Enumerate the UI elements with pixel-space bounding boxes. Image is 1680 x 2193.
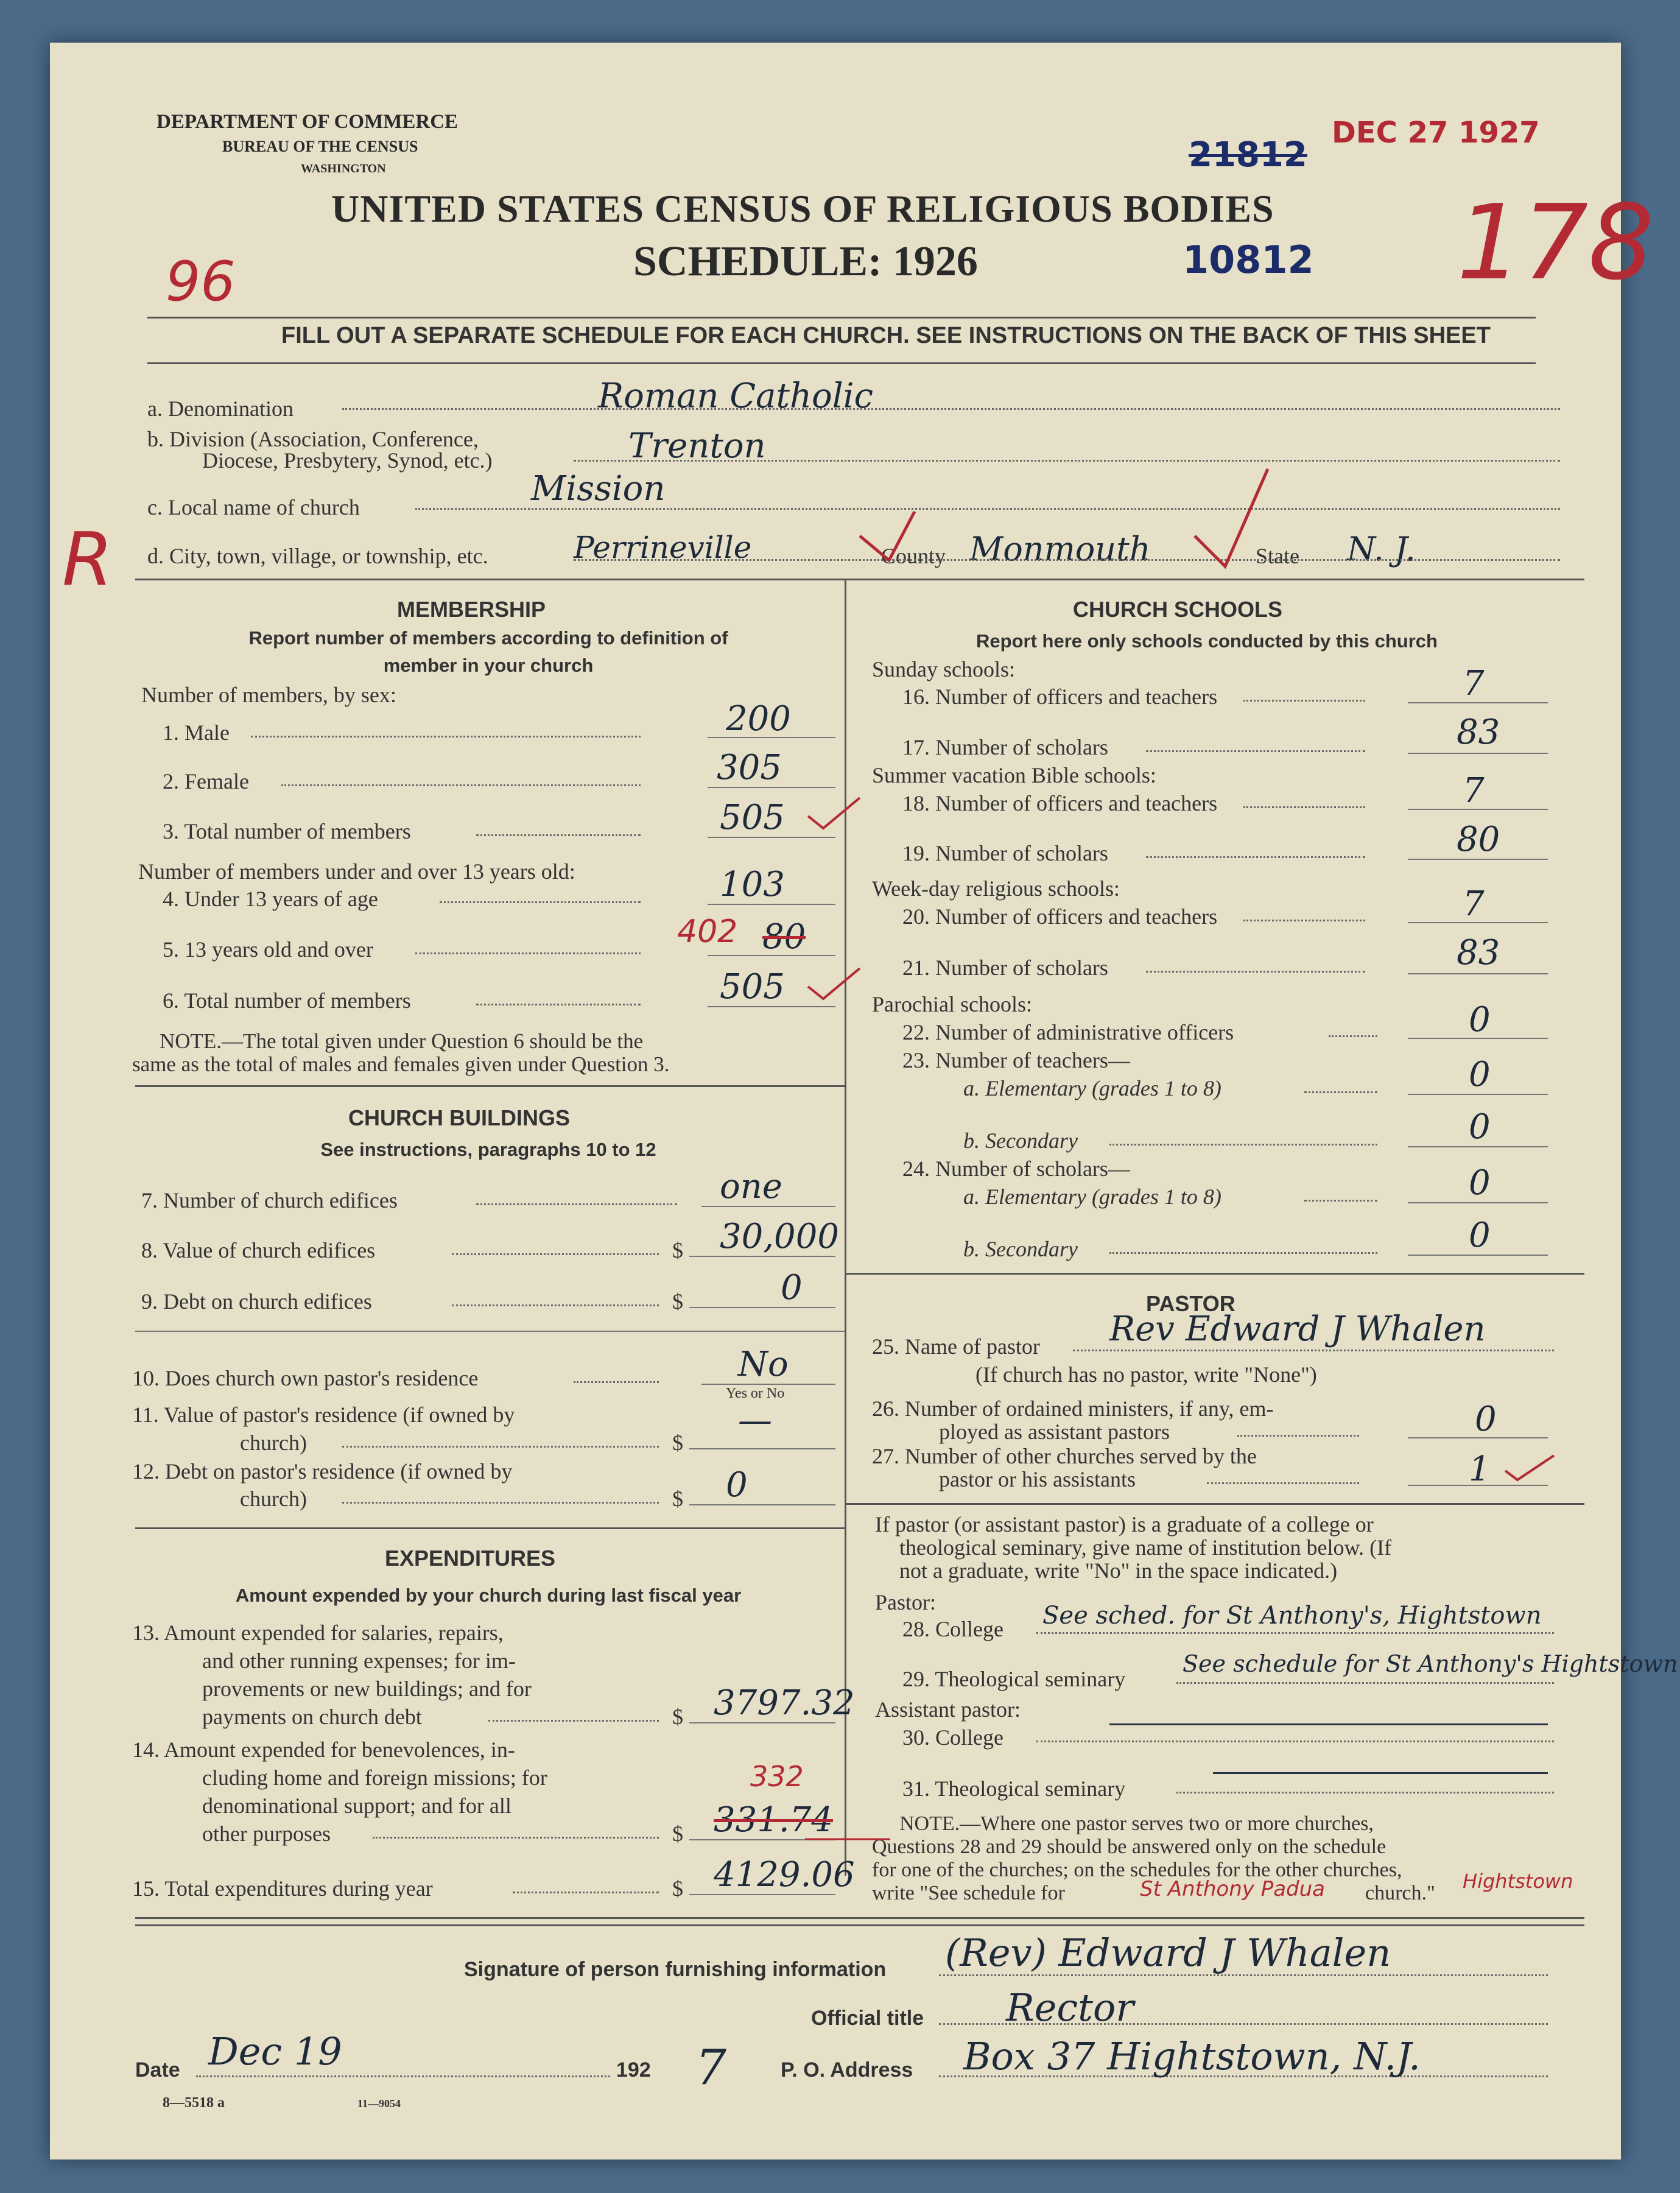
q25-value: Rev Edward J Whalen	[1109, 1309, 1486, 1349]
q27-label-1: 27. Number of other churches served by the	[872, 1444, 1257, 1468]
q15-value: 4129.06	[714, 1855, 855, 1895]
q2-value: 305	[717, 748, 782, 787]
buildings-title: CHURCH BUILDINGS	[348, 1105, 570, 1130]
fill-out-instruction: FILL OUT A SEPARATE SCHEDULE FOR EACH CHURCH. SEE INSTRUCTIONS ON THE BACK OF THIS SHEET	[281, 323, 1491, 348]
pastor-title: PASTOR	[1146, 1291, 1235, 1316]
q8-dollar: $	[672, 1238, 683, 1262]
margin-mark: R	[62, 518, 113, 602]
q13-value: 3797.32	[714, 1683, 855, 1723]
q2-label: 2. Female	[163, 769, 249, 794]
pastor-note-1: NOTE.—Where one pastor serves two or more churches,	[899, 1812, 1374, 1835]
po-address-value: Box 37 Hightstown, N.J.	[963, 2034, 1421, 2079]
q25-label: 25. Name of pastor	[872, 1334, 1040, 1359]
q11-value: —	[738, 1401, 772, 1440]
q14-value: 331.74	[714, 1800, 833, 1840]
q12-label-1: 12. Debt on pastor's residence (if owned by	[132, 1459, 513, 1484]
q28-value: See sched. for St Anthony's, Hightstown	[1042, 1602, 1542, 1630]
q23a-label: a. Elementary (grades 1 to 8)	[963, 1076, 1221, 1100]
q14-label-1: 14. Amount expended for benevolences, in-	[132, 1737, 515, 1762]
denomination-value: Roman Catholic	[598, 376, 873, 416]
sunday-label: Sunday schools:	[872, 657, 1016, 681]
denomination-label: a. Denomination	[147, 396, 293, 421]
q5-value: 402	[677, 913, 738, 950]
q9-dollar: $	[672, 1289, 683, 1314]
q24a-value: 0	[1469, 1163, 1491, 1203]
expenditures-title: EXPENDITURES	[385, 1546, 556, 1571]
form-number: 8—5518 a	[163, 2095, 225, 2111]
yes-or-no-caption: Yes or No	[726, 1385, 785, 1401]
q12-value: 0	[726, 1465, 748, 1505]
q5-struck-value: 80	[762, 917, 806, 957]
q1-label: 1. Male	[163, 720, 230, 745]
graduate-note-2: theological seminary, give name of institution below. (If	[899, 1535, 1392, 1560]
city-label: d. City, town, village, or township, etc.	[147, 544, 488, 568]
pastor-note-3: for one of the churches; on the schedules for the other churches,	[872, 1859, 1402, 1881]
q24-label: 24. Number of scholars—	[902, 1156, 1130, 1181]
q15-label: 15. Total expenditures during year	[132, 1876, 433, 1901]
q23b-value: 0	[1469, 1107, 1491, 1147]
q23b-label: b. Secondary	[963, 1128, 1078, 1153]
county-value: Monmouth	[969, 530, 1151, 568]
check-mark-city	[860, 512, 915, 560]
date-value: Dec 19	[208, 2029, 342, 2074]
pastor-note-5: church."	[1365, 1882, 1435, 1904]
q16-label: 16. Number of officers and teachers	[902, 685, 1218, 709]
schools-title: CHURCH SCHOOLS	[1073, 597, 1283, 622]
q14-label-3: denominational support; and for all	[202, 1793, 511, 1818]
q15-dollar: $	[672, 1876, 683, 1901]
check-mark-q3	[808, 798, 860, 828]
q17-value: 83	[1457, 713, 1500, 752]
pastor-note-4: write "See schedule for	[872, 1882, 1065, 1904]
q7-value: one	[720, 1167, 782, 1206]
q5-label: 5. 13 years old and over	[163, 937, 373, 962]
buildings-sub: See instructions, paragraphs 10 to 12	[320, 1139, 656, 1160]
q19-value: 80	[1457, 820, 1500, 859]
q11-label-1: 11. Value of pastor's residence (if owned by	[132, 1403, 515, 1427]
q18-value: 7	[1463, 771, 1485, 811]
q21-label: 21. Number of scholars	[902, 956, 1108, 980]
margin-number-right: 178	[1457, 183, 1654, 303]
summer-label: Summer vacation Bible schools:	[872, 763, 1156, 787]
q8-value: 30,000	[720, 1217, 839, 1256]
division-label-2: Diocese, Presbytery, Synod, etc.)	[202, 448, 493, 473]
q6-label: 6. Total number of members	[163, 988, 411, 1013]
q10-value: No	[738, 1345, 789, 1384]
department-label: DEPARTMENT OF COMMERCE	[156, 111, 459, 133]
q28-label: 28. College	[902, 1617, 1003, 1641]
census-schedule-form	[50, 43, 1678, 2160]
schedule-title: SCHEDULE: 1926	[633, 238, 978, 285]
division-value: Trenton	[628, 426, 766, 466]
q19-label: 19. Number of scholars	[902, 841, 1108, 865]
q22-value: 0	[1469, 1000, 1491, 1040]
q8-label: 8. Value of church edifices	[141, 1238, 376, 1262]
q3-label: 3. Total number of members	[163, 819, 411, 843]
q24b-label: b. Secondary	[963, 1237, 1078, 1261]
q23-label: 23. Number of teachers—	[902, 1048, 1130, 1072]
q12-dollar: $	[672, 1487, 683, 1511]
struck-schedule-number: 21812	[1189, 135, 1307, 175]
q13-label-1: 13. Amount expended for salaries, repairs,	[132, 1621, 504, 1645]
membership-note-1: NOTE.—The total given under Question 6 should be the	[160, 1029, 644, 1053]
q11-dollar: $	[672, 1431, 683, 1455]
county-label: County	[881, 544, 946, 568]
q27-label-2: pastor or his assistants	[939, 1467, 1136, 1491]
q30-label: 30. College	[902, 1725, 1003, 1750]
q10-label: 10. Does church own pastor's residence	[132, 1366, 479, 1390]
q26-label-1: 26. Number of ordained ministers, if any, em-	[872, 1396, 1274, 1421]
state-label: State	[1256, 544, 1299, 568]
q31-label: 31. Theological seminary	[902, 1776, 1126, 1801]
received-date-stamp: DEC 27 1927	[1332, 116, 1540, 150]
date-label: Date	[135, 2058, 180, 2082]
q14-red-value: 332	[750, 1760, 804, 1793]
graduate-note-1: If pastor (or assistant pastor) is a graduate of a college or	[875, 1512, 1374, 1537]
form-title: UNITED STATES CENSUS OF RELIGIOUS BODIES	[331, 187, 1274, 230]
q6-value: 505	[720, 967, 785, 1007]
q20-value: 7	[1463, 884, 1485, 924]
q14-dollar: $	[672, 1822, 683, 1846]
official-title-value: Rector	[1006, 1985, 1134, 2030]
official-title-label: Official title	[811, 2007, 924, 2030]
schools-sub: Report here only schools conducted by this church	[976, 630, 1438, 652]
q25-note: (If church has no pastor, write "None")	[975, 1362, 1317, 1387]
q13-label-2: and other running expenses; for im-	[202, 1649, 516, 1673]
pastor-note-town: Hightstown	[1463, 1870, 1573, 1893]
q14-label-2: cluding home and foreign missions; for	[202, 1765, 547, 1790]
by-sex-label: Number of members, by sex:	[141, 683, 396, 707]
division-label-1: b. Division (Association, Conference,	[147, 427, 479, 451]
q16-value: 7	[1463, 664, 1485, 703]
q24a-label: a. Elementary (grades 1 to 8)	[963, 1185, 1221, 1209]
q9-label: 9. Debt on church edifices	[141, 1289, 372, 1314]
weekday-label: Week-day religious schools:	[872, 876, 1120, 901]
q4-label: 4. Under 13 years of age	[163, 887, 378, 911]
q9-value: 0	[781, 1268, 803, 1308]
q12-label-2: church)	[240, 1487, 307, 1511]
expenditures-sub: Amount expended by your church during last fiscal year	[235, 1585, 742, 1606]
q3-value: 505	[720, 798, 785, 837]
q11-label-2: church)	[240, 1431, 307, 1455]
po-address-label: P. O. Address	[781, 2058, 913, 2082]
city-label: WASHINGTON	[301, 162, 386, 175]
local-name-label: c. Local name of church	[147, 495, 360, 519]
by-age-label: Number of members under and over 13 years old:	[138, 859, 575, 884]
q22-label: 22. Number of administrative officers	[902, 1020, 1234, 1044]
q26-value: 0	[1475, 1399, 1497, 1439]
membership-title: MEMBERSHIP	[397, 597, 546, 622]
q26-label-2: ployed as assistant pastors	[939, 1420, 1170, 1444]
q24b-value: 0	[1469, 1216, 1491, 1255]
pastor-note-2: Questions 28 and 29 should be answered only on the schedule	[872, 1836, 1387, 1858]
q29-value: See schedule for St Anthony's Hightstown	[1183, 1650, 1678, 1677]
year-prefix: 192	[616, 2058, 651, 2082]
year-value: 7	[695, 2039, 726, 2096]
q23a-value: 0	[1469, 1055, 1491, 1094]
bureau-label: BUREAU OF THE CENSUS	[222, 138, 418, 155]
q13-label-4: payments on church debt	[202, 1705, 422, 1729]
check-mark-county	[1195, 469, 1268, 566]
membership-sub-1: Report number of members according to definition of	[248, 627, 728, 649]
q7-label: 7. Number of church edifices	[141, 1188, 398, 1213]
q29-label: 29. Theological seminary	[902, 1667, 1126, 1691]
red-check-marks	[50, 43, 1621, 2160]
margin-number-left: 96	[166, 250, 236, 314]
q20-label: 20. Number of officers and teachers	[902, 904, 1218, 929]
pastor-note-fill: St Anthony Padua	[1140, 1877, 1325, 1901]
q1-value: 200	[726, 699, 791, 739]
q21-value: 83	[1457, 933, 1500, 973]
q4-value: 103	[720, 865, 785, 904]
check-mark-q27	[1505, 1456, 1554, 1480]
q17-label: 17. Number of scholars	[902, 735, 1108, 759]
membership-note-2: same as the total of males and females given under Question 3.	[132, 1052, 670, 1076]
q27-value: 1	[1469, 1449, 1491, 1489]
q13-dollar: $	[672, 1705, 683, 1729]
city-value: Perrineville	[574, 530, 752, 565]
check-mark-q6	[808, 968, 860, 999]
schedule-number: 10812	[1183, 238, 1314, 282]
q13-label-3: provements or new buildings; and for	[202, 1677, 532, 1701]
membership-sub-2: member in your church	[383, 655, 594, 676]
graduate-note-3: not a graduate, write "No" in the space indicated.)	[899, 1558, 1338, 1583]
parochial-label: Parochial schools:	[872, 992, 1032, 1016]
state-value: N. J.	[1347, 530, 1416, 568]
q18-label: 18. Number of officers and teachers	[902, 791, 1218, 815]
signature-value: (Rev) Edward J Whalen	[945, 1931, 1391, 1975]
pastor-sub-label: Pastor:	[875, 1590, 937, 1614]
print-number: 11—9054	[357, 2097, 401, 2110]
assistant-pastor-label: Assistant pastor:	[875, 1697, 1021, 1722]
signature-label: Signature of person furnishing information	[464, 1958, 887, 1981]
q14-label-4: other purposes	[202, 1822, 331, 1846]
local-name-value: Mission	[531, 469, 666, 509]
